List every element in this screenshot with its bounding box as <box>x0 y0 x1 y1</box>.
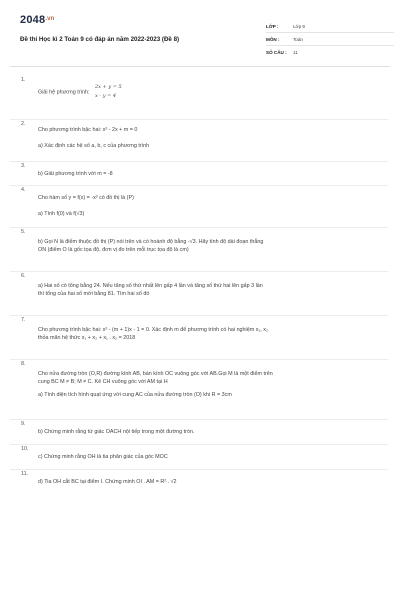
question-text: ON (điểm O là gốc tọa độ, đơn vị đo trên mỗi trục tọa độ là cm) <box>38 247 189 253</box>
header-divider <box>10 66 390 67</box>
question-number: 5. <box>21 229 26 235</box>
question-text: Cho hàm số y = f(x) = -x² có đồ thị là (P) <box>38 195 134 201</box>
meta-label: LỚP : <box>266 23 279 29</box>
meta-row-subject <box>266 33 394 46</box>
question-number: 7. <box>21 317 26 323</box>
question-text: Cho phương trình bậc hai: x² - (m + 1)x - 1 = 0. Xác định m để phương trình có hai nghiệm x₁, x₂ <box>38 327 269 333</box>
question-number: 8. <box>21 361 26 367</box>
question-number: 11. <box>21 471 29 477</box>
question-text: b) Chứng minh rằng tứ giác OACH nội tiếp trong một đường tròn. <box>38 429 195 435</box>
logo-text: 2048 <box>20 14 46 26</box>
question-7 <box>10 316 388 360</box>
question-number: 4. <box>21 187 26 193</box>
meta-row-count <box>266 46 394 59</box>
meta-value: Lớp 9 <box>293 23 305 29</box>
question-text: a) Tính f(0) và f(√3) <box>38 211 85 217</box>
equation-line: 2x + y = 5 <box>95 84 122 90</box>
question-text: b) Gọi N là điểm thuộc đồ thị (P) nói trên và có hoành độ bằng -√3. Hãy tính độ dài đoạn thẳng <box>38 239 264 245</box>
question-text: Giải hệ phương trình: <box>38 89 90 96</box>
question-list <box>10 76 388 496</box>
meta-row-class <box>266 20 394 33</box>
question-number: 6. <box>21 273 26 279</box>
question-text: a) Hai số có tổng bằng 24. Nếu tăng số thứ nhất lên gấp 4 lần và tăng số thứ hai lên gấp 3 lần <box>38 283 263 289</box>
equation-line: x - y = 4 <box>95 93 117 99</box>
question-text: cung BC M ≠ B; M ≠ C. Kẻ CH vuông góc với AM tại H <box>38 379 168 385</box>
meta-label: SỐ CÂU : <box>266 50 287 55</box>
page-header <box>10 6 390 64</box>
site-logo[interactable] <box>20 14 55 26</box>
question-11 <box>10 470 388 496</box>
question-6 <box>10 272 388 316</box>
question-text: d) Tia OH cắt BC tại điểm I. Chứng minh OI . AM = R² . √2 <box>38 479 177 485</box>
question-8 <box>10 360 388 420</box>
meta-value: 11 <box>293 50 298 55</box>
question-number: 1. <box>21 77 26 83</box>
page-title: Đề thi Học kì 2 Toán 9 có đáp án năm 2022-2023 (Đề 8) <box>20 36 180 43</box>
question-10 <box>10 445 388 470</box>
equation-system <box>95 83 122 101</box>
question-number: 3. <box>21 163 26 169</box>
question-text: c) Chứng minh rằng OH là tia phân giác của góc MOC <box>38 454 168 460</box>
question-1 <box>10 76 388 120</box>
question-3 <box>10 162 388 186</box>
meta-label: MÔN : <box>266 36 280 42</box>
question-text: b) Giải phương trình với m = -8 <box>38 171 113 177</box>
logo-suffix: .vn <box>45 16 55 22</box>
question-number: 9. <box>21 421 26 427</box>
question-5 <box>10 228 388 272</box>
question-9 <box>10 420 388 445</box>
question-text: thì tổng của hai số mới bằng 81. Tìm hai số đó <box>38 291 150 297</box>
meta-value: Toán <box>293 36 303 42</box>
question-number: 2. <box>21 121 26 127</box>
question-number: 10. <box>21 446 29 452</box>
question-text: Cho phương trình bậc hai: x² - 2x + m = 0 <box>38 127 138 133</box>
question-2 <box>10 120 388 162</box>
exam-meta-table <box>266 20 394 59</box>
question-text: a) Xác định các hệ số a, b, c của phương trình <box>38 143 150 149</box>
question-4 <box>10 186 388 228</box>
question-text: Cho nửa đường tròn (O,R) đường kính AB, bán kính OC vuông góc với AB.Gọi M là một điểm trên <box>38 371 273 377</box>
question-text: thỏa mãn hệ thức x₁ + x₂ + x₁ . x₂ = 2018 <box>38 335 136 341</box>
question-text: a) Tính diện tích hình quạt ứng với cung AC của nửa đường tròn (O) khi R = 3cm <box>38 392 232 398</box>
